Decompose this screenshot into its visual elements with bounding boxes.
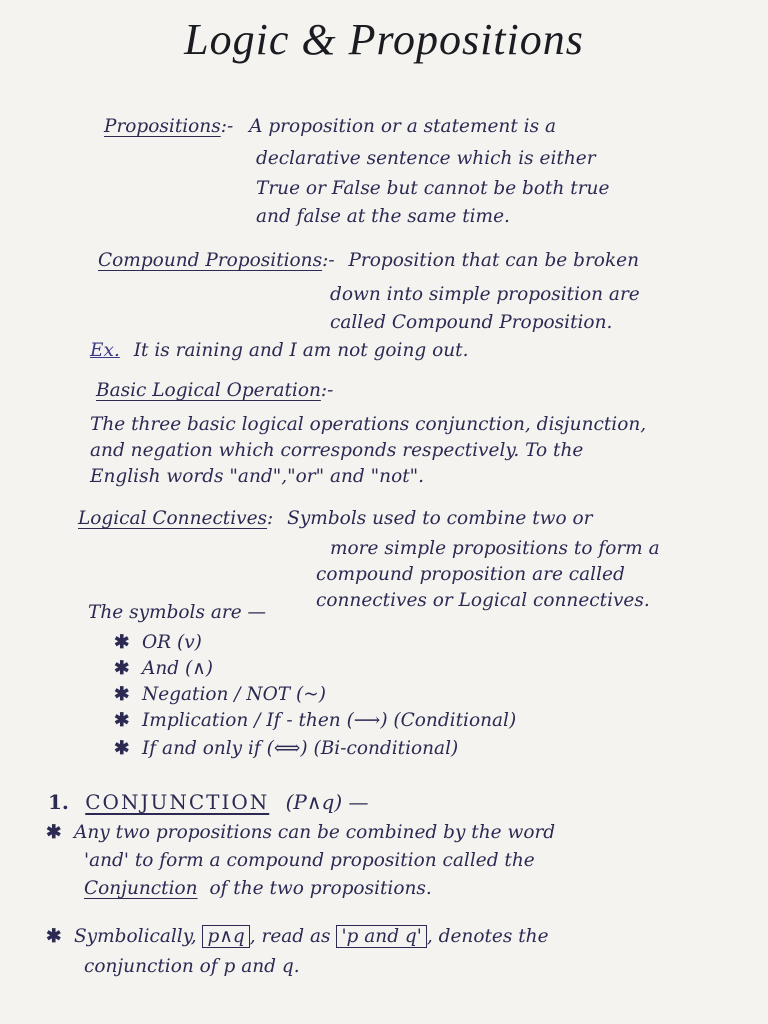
compound-heading-line xyxy=(98,250,639,271)
symbolically-line: ✱ Symbolically, p∧q , read as 'p and q' , denotes the xyxy=(46,926,549,947)
conjunction-notation: (P∧q) — xyxy=(285,790,369,814)
conjunction-heading-line xyxy=(48,790,369,814)
asterisk-icon: ✱ xyxy=(114,684,130,705)
asterisk-icon: ✱ xyxy=(46,926,62,947)
symbols-intro: The symbols are — xyxy=(88,602,267,623)
symbol-item: ✱ And (∧) xyxy=(114,658,213,679)
compound-line-3: called Compound Proposition. xyxy=(330,312,613,333)
compound-line-1: Proposition that can be broken xyxy=(348,250,640,271)
conjunction-number: 1. xyxy=(48,790,69,814)
propositions-line-2: declarative sentence which is either xyxy=(256,148,596,169)
basic-ops-line-3: English words "and","or" and "not". xyxy=(90,466,425,487)
propositions-line-3: True or False but cannot be both true xyxy=(256,178,610,199)
connectives-line-2: more simple propositions to form a xyxy=(330,538,660,559)
propositions-line-1: A proposition or a statement is a xyxy=(249,116,556,137)
example-line xyxy=(90,340,468,361)
conjunction-term: Conjunction xyxy=(84,878,198,899)
basic-ops-line-2: and negation which corresponds respectively. To the xyxy=(90,440,584,461)
basic-ops-line-1: The three basic logical operations conjunction, disjunction, xyxy=(90,414,647,435)
asterisk-icon: ✱ xyxy=(114,710,130,731)
conjunction-para-line-2: 'and' to form a compound proposition called the xyxy=(84,850,535,871)
basic-ops-heading-line xyxy=(96,380,333,401)
asterisk-icon: ✱ xyxy=(114,658,130,679)
connectives-sep: : xyxy=(267,508,274,529)
symbol-item: ✱ Negation / NOT (~) xyxy=(114,684,326,705)
compound-heading: Compound Propositions xyxy=(98,250,323,271)
propositions-heading: Propositions xyxy=(104,116,221,137)
asterisk-icon: ✱ xyxy=(114,738,130,759)
symbol-item: ✱ OR (v) xyxy=(114,632,202,653)
connectives-line-4: connectives or Logical connectives. xyxy=(316,590,650,611)
asterisk-icon: ✱ xyxy=(46,822,62,843)
example-text: It is raining and I am not going out. xyxy=(133,340,469,361)
asterisk-icon: ✱ xyxy=(114,632,130,653)
basic-ops-sep: :- xyxy=(320,380,334,401)
symbol-item: ✱ If and only if (⟺) (Bi-conditional) xyxy=(114,738,459,759)
propositions-line-4: and false at the same time. xyxy=(256,206,510,227)
notation-box: p∧q xyxy=(202,925,249,948)
propositions-heading-line xyxy=(104,116,556,137)
basic-ops-heading: Basic Logical Operation xyxy=(96,380,321,401)
page-title: Logic & Propositions xyxy=(184,15,584,64)
connectives-heading-line xyxy=(78,508,592,529)
connectives-line-3: compound proposition are called xyxy=(316,564,625,585)
compound-sep: :- xyxy=(322,250,335,271)
conjunction-para-line-1: ✱ Any two propositions can be combined by the word xyxy=(46,822,556,843)
conjunction-heading: CONJUNCTION xyxy=(85,790,270,814)
connectives-heading: Logical Connectives xyxy=(78,508,268,529)
conjunction-para-line-3: Conjunction of the two propositions. xyxy=(84,878,432,899)
connectives-line-1: Symbols used to combine two or xyxy=(287,508,593,529)
symbolically-line-2: conjunction of p and q. xyxy=(84,956,300,977)
symbol-item: ✱ Implication / If - then (⟶) (Conditional) xyxy=(114,710,517,731)
propositions-sep: :- xyxy=(220,116,234,137)
compound-line-2: down into simple proposition are xyxy=(330,284,640,305)
reading-box: 'p and q' xyxy=(336,925,426,948)
example-label: Ex. xyxy=(90,340,120,361)
